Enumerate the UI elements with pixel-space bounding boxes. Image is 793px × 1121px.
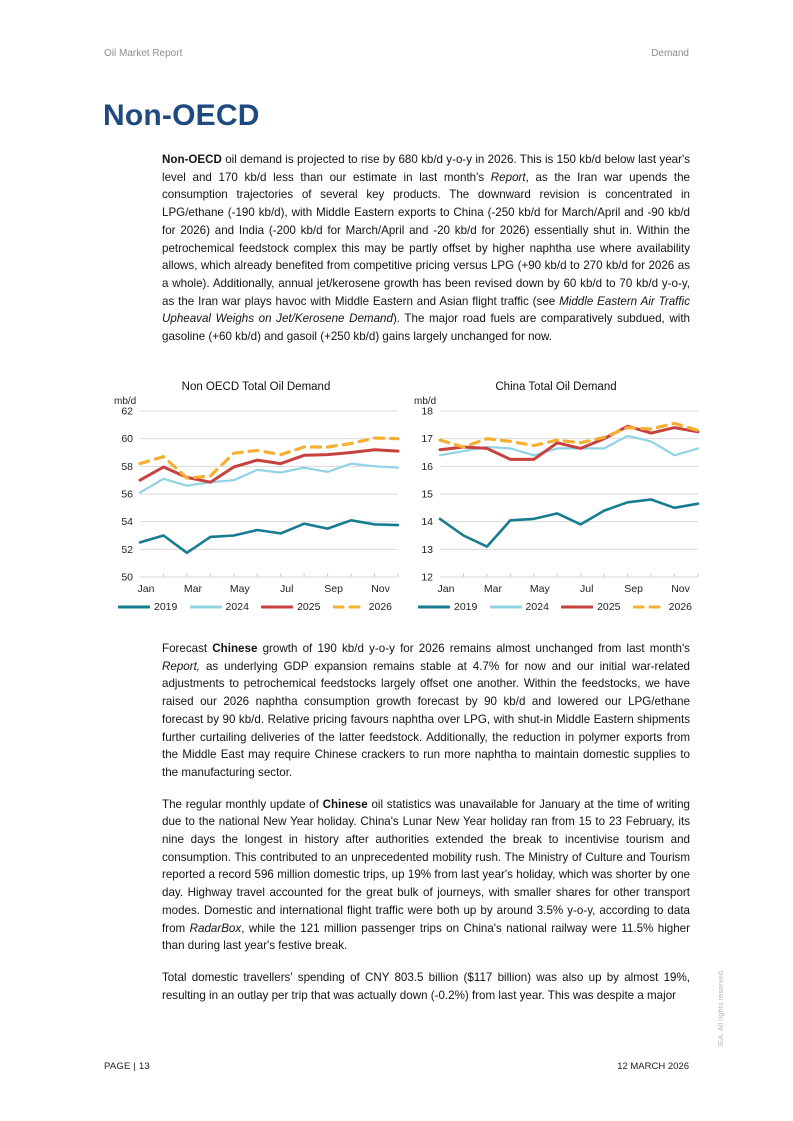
text-run: , as the Iran war upends the consumption trajectories of several key products. The downward revision is concentrated in LPG/ethane (-190 kb/d), with Middle Eastern exports to China (-250 kb/d for March/April and -90 kb/d for 2026) and India (-200 kb/d for March/April and -20 kb/d for 2026) essentially shut in. Within the petrochemical feedstock complex this may be partly offset by higher naphtha use where availability allows, which already benefited from competitive pricing versus LPG (+90 kb/d to 270 kb/d for 2026 as a whole). Additionally, annual jet/kerosene growth has been revised down by 60 kb/d to 70 kb/d y-o-y, as the Iran war plays havoc with Middle Eastern and Asian flight traffic (see: [162, 170, 690, 308]
y-tick-label: 60: [121, 433, 133, 446]
series-line-2024: [140, 464, 398, 493]
y-tick-label: 54: [121, 516, 133, 529]
legend-swatch-2026: [333, 603, 365, 611]
legend-item-2026: [633, 601, 692, 613]
series-line-2019: [140, 520, 398, 553]
report-date: 12 MARCH 2026: [617, 1061, 689, 1072]
line-plot: [106, 403, 406, 599]
italic-text-run: Report,: [162, 659, 201, 673]
paragraph-4: [162, 969, 690, 1004]
chart-china-total-oil-demand: [406, 381, 706, 613]
y-tick-label: 18: [421, 405, 433, 418]
y-tick-label: 50: [121, 571, 133, 584]
text-run: The regular monthly update of: [162, 797, 323, 811]
legend-item-2026: [333, 601, 392, 613]
italic-text-run: Report: [490, 170, 526, 184]
chart-title: China Total Oil Demand: [495, 381, 617, 393]
italic-text-run: RadarBox: [189, 921, 242, 935]
body-text-block-2: [162, 640, 690, 1018]
text-run: growth of 190 kb/d y-o-y for 2026 remains almost unchanged from last month's: [257, 642, 690, 655]
legend-swatch-2024: [190, 603, 222, 611]
chart-legend: [106, 599, 406, 613]
page-number: PAGE | 13: [104, 1061, 150, 1072]
copyright-side-note: IEA. All rights reserved.: [716, 969, 725, 1047]
legend-label: 2024: [525, 601, 549, 613]
y-tick-label: 14: [421, 516, 433, 529]
legend-item-2024: [490, 601, 549, 613]
x-tick-label: May: [229, 583, 250, 595]
series-line-2026: [440, 423, 698, 447]
x-tick-label: May: [529, 583, 550, 595]
x-tick-label: Nov: [371, 583, 390, 595]
y-tick-label: 12: [421, 571, 433, 584]
x-tick-label: Jul: [580, 583, 594, 595]
y-tick-label: 17: [421, 433, 433, 446]
y-tick-label: 52: [121, 543, 133, 556]
paragraph-2: [162, 640, 690, 782]
x-tick-label: Jan: [437, 583, 455, 595]
chart-non-oecd-total-oil-demand: [106, 381, 406, 613]
legend-item-2019: [118, 601, 177, 613]
x-tick-label: Sep: [624, 583, 643, 595]
x-tick-label: Jan: [137, 583, 155, 595]
bold-text-run: Chinese: [212, 642, 258, 655]
chart-header: [106, 381, 406, 407]
y-tick-label: 16: [421, 460, 433, 473]
text-run: oil statistics was unavailable for January at the time of writing due to the national New Year holiday. China's Lunar New Year holiday ran from 15 to 23 February, its nine days the longest in history after authorities extended the break to incentivise tourism and consumption. This contributed to an unprecedented mobility rush. The Ministry of Culture and Tourism reported a record 596 million domestic trips, up 19% from last year's holiday, which was shorter by one day. Highway travel accounted for the great bulk of journeys, with smaller shares for other transport modes. Domestic and international flight traffic were both up by around 3.5% y-o-y, according to data from: [162, 797, 690, 935]
y-tick-label: 58: [121, 460, 133, 473]
chart-header: [406, 381, 706, 407]
legend-label: 2025: [297, 601, 321, 613]
x-tick-label: Sep: [324, 583, 343, 595]
legend-swatch-2025: [261, 603, 293, 611]
y-axis-unit-label: mb/d: [414, 396, 437, 407]
x-tick-label: Mar: [483, 583, 502, 595]
section-title: Non-OECD: [103, 99, 260, 132]
x-tick-label: Mar: [183, 583, 202, 595]
y-tick-label: 15: [421, 488, 433, 501]
legend-swatch-2019: [118, 603, 150, 611]
legend-swatch-2024: [490, 603, 522, 611]
legend-swatch-2025: [561, 603, 593, 611]
y-axis-unit-label: mb/d: [114, 396, 137, 407]
legend-item-2025: [561, 601, 620, 613]
x-tick-label: Nov: [671, 583, 690, 595]
text-run: Forecast: [162, 642, 213, 655]
legend-item-2019: [418, 601, 477, 613]
body-text-block-1: [162, 151, 690, 360]
legend-label: 2026: [368, 601, 392, 613]
page-header: [104, 48, 689, 59]
line-plot: [406, 403, 706, 599]
legend-item-2025: [261, 601, 320, 613]
legend-label: 2019: [154, 601, 178, 613]
text-run: as underlying GDP expansion remains stable at 4.7% for now and our initial war-related adjustments to petrochemical feedstocks largely offset one another. Within the feedstocks, we have raised our 2026 naphtha consumption growth forecast by 90 kb/d and lowered our LPG/ethane forecast by 90 kb/d. Relative pricing favours naphtha over LPG, with shut-in Middle Eastern shipments further curtailing deliveries of the latter feedstock. Additionally, the reduction in polymer exports from the Middle East may require Chinese crackers to run more naphtha to maintain domestic supplies to the manufacturing sector.: [162, 659, 690, 779]
legend-label: 2025: [597, 601, 621, 613]
y-tick-label: 13: [421, 543, 433, 556]
text-run: oil demand is projected to rise by 680 kb/d y-o-y in 2026. This is 150 kb/d below last year's level and 170 kb/d less than our estimate in last month's: [162, 153, 690, 184]
paragraph-3: [162, 796, 690, 955]
bold-text-run: Non-OECD: [162, 153, 222, 166]
legend-swatch-2019: [418, 603, 450, 611]
series-line-2019: [440, 500, 698, 547]
chart-legend: [406, 599, 706, 613]
header-right-label: Demand: [651, 48, 689, 59]
legend-swatch-2026: [633, 603, 665, 611]
y-tick-label: 56: [121, 488, 133, 501]
legend-item-2024: [190, 601, 249, 613]
legend-label: 2024: [225, 601, 249, 613]
italic-text-run: Middle Eastern Air Traffic Upheaval Weighs on Jet/Kerosene Demand: [162, 294, 690, 326]
header-left-label: Oil Market Report: [104, 48, 183, 59]
legend-label: 2026: [668, 601, 692, 613]
paragraph-1: [162, 151, 690, 346]
x-tick-label: Jul: [280, 583, 294, 595]
charts-row: [106, 381, 706, 613]
legend-label: 2019: [454, 601, 478, 613]
bold-text-run: Chinese: [322, 797, 368, 811]
chart-title: Non OECD Total Oil Demand: [181, 381, 331, 393]
text-run: ). The major road fuels are comparatively subdued, with gasoline (+60 kb/d) and gasoil (+250 kb/d) gains largely unchanged for now.: [162, 312, 690, 344]
y-tick-label: 62: [121, 405, 133, 418]
text-run: , while the 121 million passenger trips on China's national railway were 11.5% higher than during last year's festive break.: [162, 921, 690, 953]
text-run: Total domestic travellers' spending of CNY 803.5 billion ($117 billion) was also up by almost 19%, resulting in an outlay per trip that was actually down (-0.2%) from last year. This was despite a major: [162, 970, 690, 1002]
